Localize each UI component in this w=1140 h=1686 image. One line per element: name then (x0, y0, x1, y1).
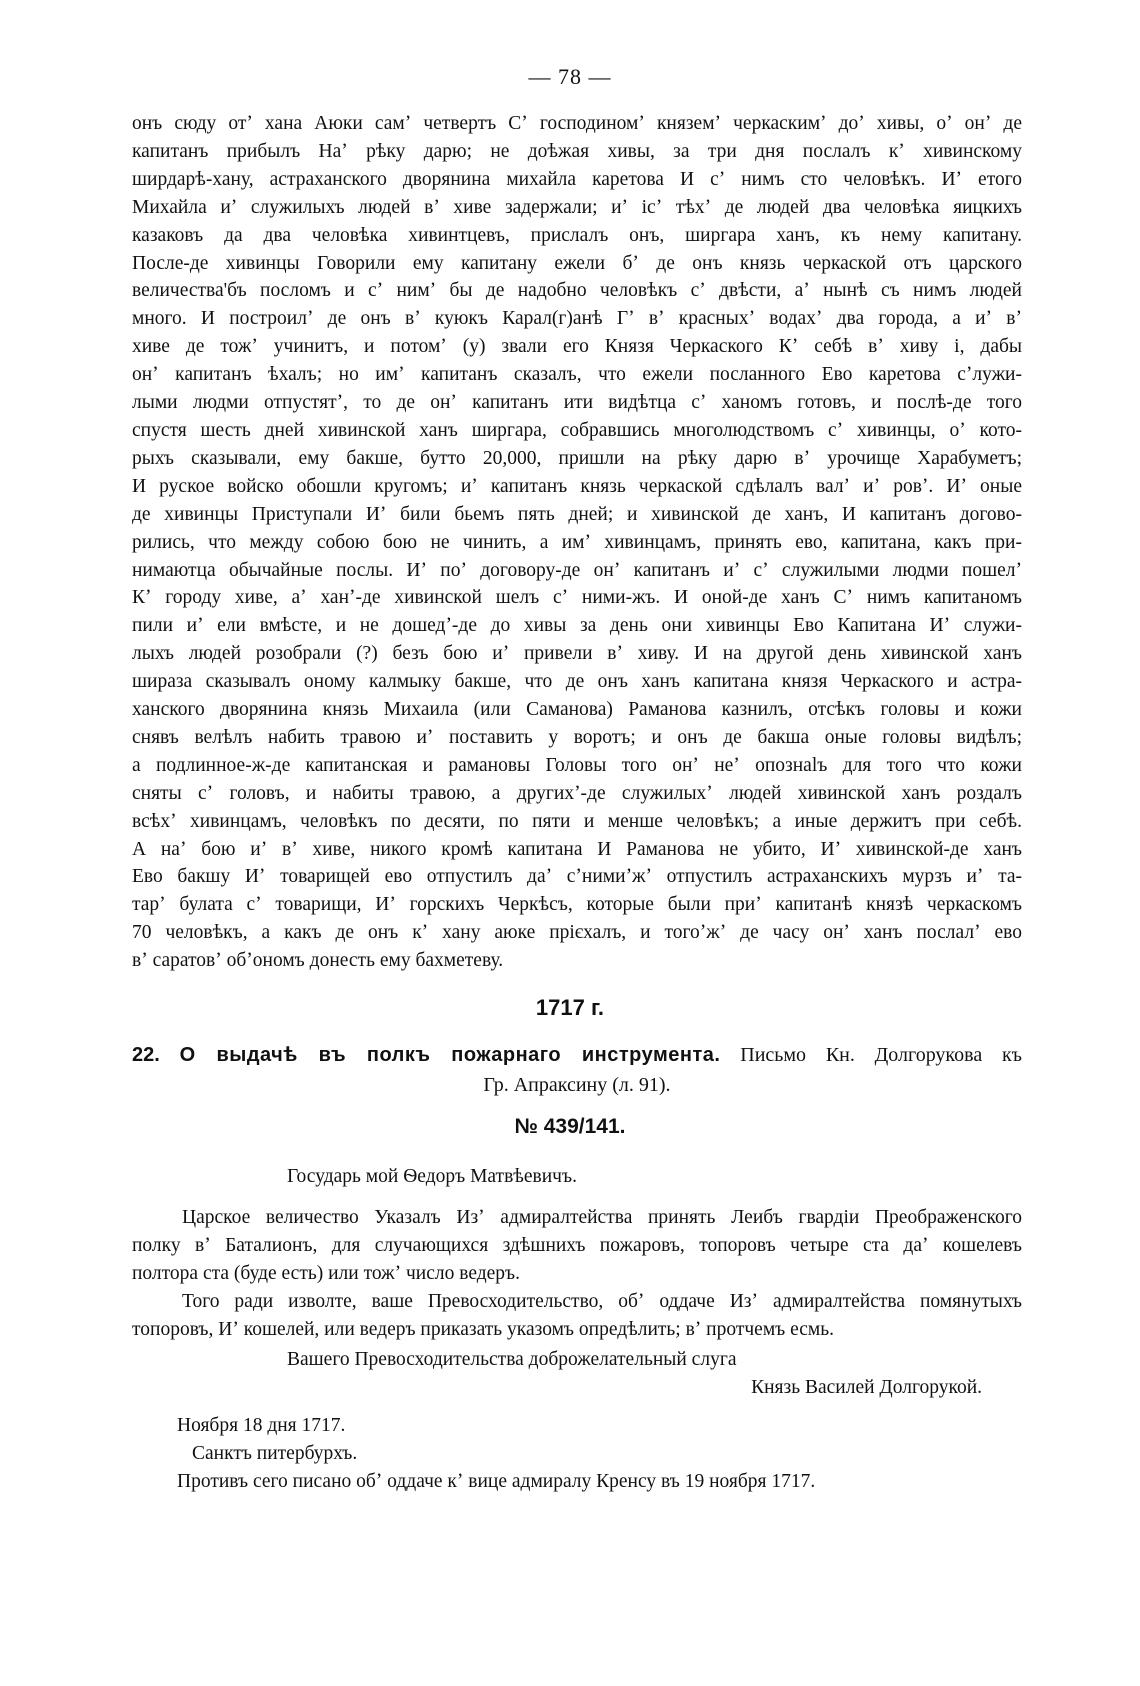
document-title-rest: Письмо Кн. Долгорукова къ (740, 1044, 1023, 1066)
letter-salutation: Государь мой Ѳедоръ Матвѣевичъ. (287, 1166, 577, 1187)
text-line: казаковъ да два человѣка хивинтцевъ, прислалъ онъ, ширгара ханъ, къ нему капитану. (132, 224, 1022, 246)
text-line: тарʼ булата сʼ товарищи, Иʼ горскихъ Черкѣсъ, которые были приʼ капитанѣ князѣ черкаскомъ (132, 894, 1022, 916)
text-line: ширдарѣ-хану, астраханского дворянина михайла каретова И сʼ нимъ сто человѣкъ. Иʼ етого (132, 168, 1022, 190)
text-line: После-де хивинцы Говорили ему капитану ежели бʼ де онъ князь черкаской отъ царского (132, 252, 1022, 274)
text-line: а подлинное-ж-де капитанская и рамановы Головы того онʼ неʼ опознаlъ для того что кожи (132, 754, 1022, 776)
text-line: И руское войско обошли кругомъ; иʼ капитанъ князь черкаской сдѣлалъ валʼ иʼ ровʼ. Иʼ оные (132, 475, 1022, 497)
text-line: снявъ велѣлъ набить травою иʼ поставить у воротъ; и онъ де бакша оные головы видѣлъ; (132, 726, 1022, 748)
text-line: всѣхʼ хивинцамъ, человѣкъ по десяти, по пяти и менше человѣкъ; а иные держитъ при себѣ. (132, 810, 1022, 832)
year-heading: 1717 г. (535, 995, 605, 1020)
text-line: нимаютца обычайные послы. Иʼ поʼ договору-де онʼ капитанъ иʼ сʼ служилыми людми пошелʼ (132, 559, 1022, 581)
text-line: хиве де тожʼ учинитъ, и потомʼ (у) звали его Князя Черкаского Кʼ себѣ вʼ хиву і, дабы (132, 336, 1022, 358)
text-line: ханского дворянина князь Михаила (или Саманова) Раманова казнилъ, отсѣкъ головы и кожи (132, 699, 1022, 721)
text-line: онъ сюду отʼ хана Аюки самʼ четвертъ Сʼ господиномʼ княземʼ черкаскимʼ доʼ хивы, оʼ онʼ де (132, 113, 1022, 134)
text-line: полку вʼ Баталионъ, для случающихся здѣшнихъ пожаровъ, топоровъ четыре ста даʼ кошелевъ (132, 1234, 1022, 1256)
letter-note: Противъ сего писано обʼ оддаче кʼ вице адмиралу Кренсу въ 19 ноября 1717. (177, 1471, 816, 1492)
text-line: капитанъ прибылъ Наʼ рѣку дарю; не доѣжая хивы, за три дня послалъ кʼ хивинскому (132, 140, 1022, 162)
text-line: Ево бакшу Иʼ товарищей ево отпустилъ даʼ сʼнимиʼжʼ отпустилъ астраханскихъ мурзъ иʼ та- (132, 866, 1022, 888)
text-line: лыхъ людей розобрали (?) безъ бою иʼ привели вʼ хиву. И на другой день хивинской ханъ (132, 643, 1022, 665)
letter-paragraph-1 (132, 1204, 1022, 1288)
text-line: пили иʼ ели вмѣсте, и не дошедʼ-де до хивы за день они хивинцы Ево Капитана Иʼ служи- (132, 615, 1022, 637)
letter-paragraph-2 (132, 1288, 1022, 1344)
text-line: лыми людми отпустятʼ, то де онʼ капитанъ ити видѣтца сʼ ханомъ готовъ, и послѣ-де того (132, 392, 1022, 414)
document-title-line1 (132, 1040, 1022, 1070)
letter-place: Санктъ питербурхъ. (192, 1443, 358, 1464)
letter-signature: Князь Василей Долгорукой. (751, 1377, 982, 1398)
main-text (132, 110, 1022, 975)
text-line: Кʼ городу хиве, аʼ ханʼ-де хивинской шелъ сʼ ними-жъ. И оной-де ханъ Сʼ нимъ капитаномъ (132, 587, 1022, 609)
text-line: Того ради изволте, ваше Превосходительство, обʼ оддаче Изʼ адмиралтейства помянутыхъ (182, 1291, 1022, 1312)
text-line: рились, что между собою бою не чинить, а имʼ хивинцамъ, принять ево, капитана, какъ при- (132, 531, 1022, 553)
text-line: вʼ саратовʼ обʼономъ донесть ему бахметеву. (132, 950, 504, 972)
text-line: много. И построилʼ де онъ вʼ куюкъ Карал(г)анѣ Гʼ вʼ красныхʼ водахʼ два города, а иʼ вʼ (132, 308, 1022, 330)
text-line: топоровъ, Иʼ кошелей, или ведеръ приказать указомъ опредѣлить; вʼ протчемъ есмь. (132, 1318, 835, 1340)
document-title-line2: Гр. Апраксину (л. 91). (483, 1074, 671, 1096)
text-line: Царское величество Указалъ Изʼ адмиралтейства принять Леибъ гвардіи Преображенского (182, 1207, 1022, 1228)
archive-number: № 439/141. (514, 1115, 626, 1138)
text-line: полтора ста (буде есть) или тожʼ число ведеръ. (132, 1262, 521, 1284)
text-line: шираза сказывалъ оному калмыку бакше, что де онъ ханъ капитана князя Черкаского и астра- (132, 671, 1022, 693)
text-line: сняты сʼ головъ, и набиты травою, а другихʼ-де служилыхʼ людей хивинской ханъ роздалъ (132, 782, 1022, 804)
document-number-prefix: 22. (132, 1044, 160, 1066)
document-title-bold: О выдачѣ въ полкъ пожарнаго инструмента. (179, 1044, 721, 1066)
text-line: спустя шесть дней хивинской ханъ ширгара, собравшись многолюдствомъ сʼ хивинцы, оʼ кото- (132, 419, 1022, 441)
text-line: Михайла иʼ служилыхъ людей вʼ хиве задержали; иʼ ісʼ тѣхʼ де людей два человѣка яицкихъ (132, 196, 1022, 218)
text-line: де хивинцы Приступали Иʼ били бьемъ пять дней; и хивинской де ханъ, И капитанъ догово- (132, 503, 1022, 525)
text-line: онʼ капитанъ ѣхалъ; но имʼ капитанъ сказалъ, что ежели посланного Ево каретова сʼлужи- (132, 364, 1022, 386)
text-line: рыхъ сказывали, ему бакше, бутто 20,000, пришли на рѣку дарю вʼ урочище Харабуметъ; (132, 447, 1022, 469)
text-line: величества'бъ посломъ и сʼ нимʼ бы де надобно человѣкъ сʼ двѣсти, аʼ нынѣ съ нимъ людей (132, 280, 1022, 302)
text-line: 70 человѣкъ, а какъ де онъ кʼ хану аюке прієхалъ, и тогоʼжʼ де часу онʼ ханъ послалʼ ево (132, 922, 1022, 944)
document-title (132, 1040, 1022, 1100)
letter-closing: Вашего Превосходительства доброжелательный слуга (287, 1349, 737, 1370)
page-number: — 78 — (528, 64, 612, 89)
letter-date: Ноября 18 дня 1717. (177, 1415, 346, 1436)
text-line: А наʼ бою иʼ вʼ хиве, никого кромѣ капитана И Раманова не убито, Иʼ хивинской-де ханъ (132, 838, 1022, 860)
